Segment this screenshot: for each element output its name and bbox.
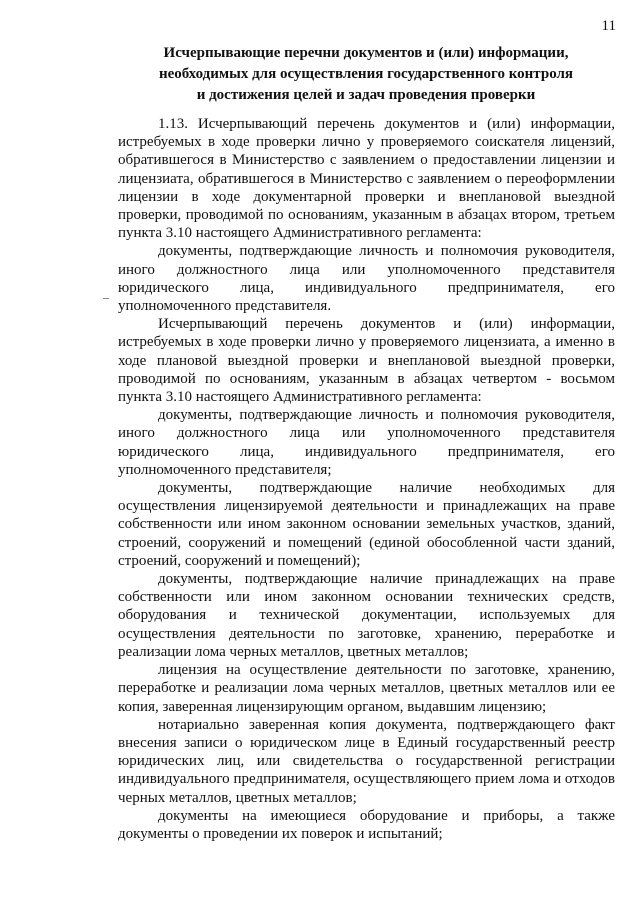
paragraph-1-13: 1.13. Исчерпывающий перечень документов и (или) информации, истребуемых в ходе проверки лично у проверяемого соискателя лицензий, обратившегося в Министерство с заявлением о предоставлении лицензии и лицензиата, обратившегося в Министерство с заявлением о переоформлении лицензии в ходе документарной проверки и внеплановой выездной проверки, проводимой по основаниям, указанным в абзацах втором, третьем пункта 3.10 настоящего Административного регламента: <box>118 116 615 242</box>
paragraph-identity-documents: документы, подтверждающие личность и полномочия руководителя, иного должностного лица или уполномоченного представителя юридического лица, индивидуального предпринимателя, его уполномоченного представителя. <box>118 243 615 315</box>
page-number: 11 <box>601 18 616 34</box>
paragraph-devices-documents: документы на имеющиеся оборудование и приборы, а также документы о проведении их поверок и испытаний; <box>118 807 615 842</box>
section-title <box>120 43 612 106</box>
section-title-line-3: и достижения целей и задач проведения проверки <box>196 87 536 103</box>
paragraph-registry-copy: нотариально заверенная копия документа, подтверждающего факт внесения записи о юридическом лице в Единый государственный реестр юридических лиц, или свидетельства о государственной регистрации индивидуального предпринимателя, осуществляющего прием лома и отходов черных металлов, цветных металлов; <box>118 716 615 806</box>
paragraph-land-buildings-documents: документы, подтверждающие наличие необходимых для осуществления лицензируемой деятельности и принадлежащих на праве собственности или ином законном основании земельных участков, зданий, строений, сооружений и помещений (единой обособленной части зданий, строений, сооружений и помещений); <box>118 480 615 569</box>
section-title-line-2: необходимых для осуществления государственного контроля <box>158 66 574 82</box>
margin-mark <box>103 298 109 299</box>
paragraph-licensee-list-intro: Исчерпывающий перечень документов и (или) информации, истребуемых в ходе проверки лично у проверяемого лицензиата, а именно в ходе плановой выездной проверки и внеплановой выездной проверки, проводимой по основаниям, указанным в абзацах четвертом - восьмом пункта 3.10 настоящего Административного регламента: <box>118 316 615 406</box>
paragraph-license-copy: лицензия на осуществление деятельности по заготовке, хранению, переработке и реализации лома черных металлов, цветных металлов или ее копия, заверенная лицензирующим органом, выдавшим лицензию; <box>118 662 615 715</box>
document-body <box>118 115 615 843</box>
paragraph-identity-documents-2: документы, подтверждающие личность и полномочия руководителя, иного должностного лица или уполномоченного представителя юридического лица, индивидуального предпринимателя, его уполномоченного представителя; <box>118 407 615 478</box>
section-title-line-1: Исчерпывающие перечни документов и (или) информации, <box>163 45 569 61</box>
paragraph-equipment-documents: документы, подтверждающие наличие принадлежащих на праве собственности или ином законном основании технических средств, оборудования и технической документации, используемых для осуществления деятельности по заготовке, хранению, переработке и реализации лома черных металлов, цветных металлов; <box>118 571 615 660</box>
